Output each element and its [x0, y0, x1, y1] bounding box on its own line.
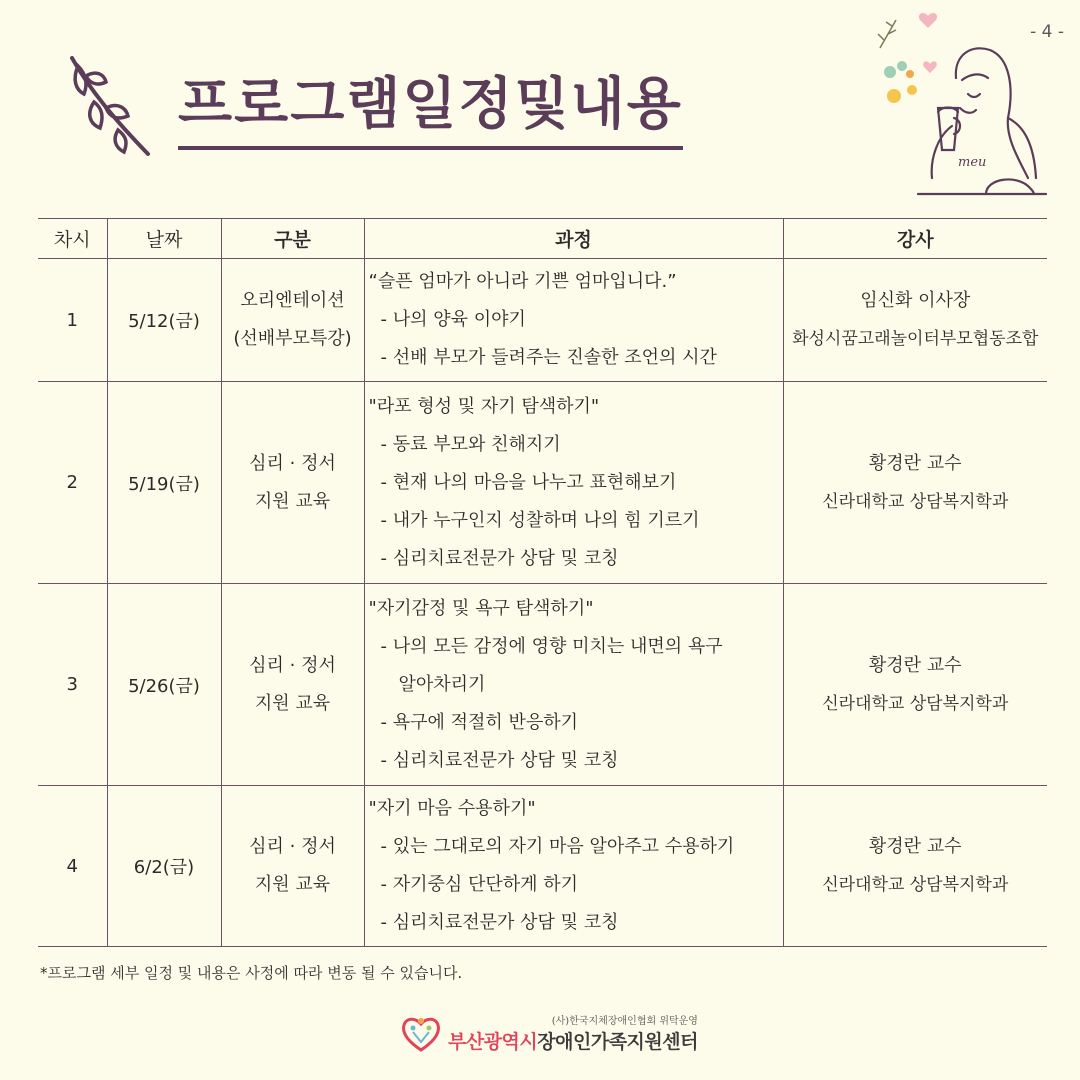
instructor-org: 신라대학교 상담복지학과	[822, 693, 1009, 714]
instructor-name: 황경란 교수	[868, 452, 962, 474]
course-title: "라포 형성 및 자기 탐색하기"	[368, 395, 600, 417]
table-row	[38, 259, 1047, 382]
course-title: “슬픈 엄마가 아니라 기쁜 엄마입니다.”	[368, 271, 677, 292]
category-line: 심리 · 정서	[249, 836, 336, 857]
table-row	[38, 584, 1047, 786]
instructor-name: 임신화 이사장	[860, 290, 971, 311]
footer-logo-block	[400, 1012, 698, 1054]
session-cell: 3	[38, 584, 107, 786]
session-cell: 4	[38, 786, 107, 947]
footer-org-name	[448, 1027, 698, 1054]
family-heart-logo-icon	[400, 1012, 442, 1054]
category-cell	[221, 382, 364, 584]
course-item: - 자기중심 단단하게 하기	[380, 874, 579, 895]
footer-sub-text: (사)한국지체장애인협회 위탁운영	[551, 1016, 698, 1027]
course-item: - 심리치료전문가 상담 및 코칭	[380, 547, 619, 569]
category-line: 지원 교육	[254, 874, 331, 895]
instructor-cell	[783, 584, 1047, 786]
course-item: - 동료 부모와 친해지기	[380, 433, 561, 455]
course-cell	[364, 382, 783, 584]
course-item: - 있는 그대로의 자기 마음 알아주고 수용하기	[380, 836, 735, 857]
schedule-table	[38, 218, 1047, 947]
instructor-org: 화성시꿈고래놀이터부모협동조합	[792, 329, 1039, 349]
course-cell	[364, 259, 783, 382]
instructor-cell	[783, 382, 1047, 584]
category-line: 지원 교육	[254, 692, 331, 714]
date-cell: 5/19(금)	[107, 382, 221, 584]
course-title: "자기 마음 수용하기"	[368, 798, 536, 819]
course-cell	[364, 786, 783, 947]
course-item: - 심리치료전문가 상담 및 코칭	[380, 749, 619, 771]
course-title: "자기감정 및 욕구 탐색하기"	[368, 597, 594, 619]
instructor-cell	[783, 259, 1047, 382]
table-row	[38, 382, 1047, 584]
header-instructor: 강사	[783, 219, 1047, 259]
course-cell	[364, 584, 783, 786]
header-course: 과정	[364, 219, 783, 259]
course-item: - 선배 부모가 들려주는 진솔한 조언의 시간	[380, 347, 717, 368]
date-cell: 5/12(금)	[107, 259, 221, 382]
header-session: 차시	[38, 219, 107, 259]
instructor-org: 신라대학교 상담복지학과	[822, 491, 1009, 512]
session-cell: 1	[38, 259, 107, 382]
date-cell: 5/26(금)	[107, 584, 221, 786]
header-date: 날짜	[107, 219, 221, 259]
category-line: 심리 · 정서	[249, 452, 336, 474]
page-title: 프로그램일정및내용	[178, 60, 683, 150]
course-item: - 심리치료전문가 상담 및 코칭	[380, 912, 619, 933]
cup-text: meu	[958, 155, 987, 170]
instructor-name: 황경란 교수	[868, 836, 962, 857]
course-item: - 나의 모든 감정에 영향 미치는 내면의 욕구	[380, 635, 723, 657]
category-line: 오리엔테이션	[240, 290, 345, 311]
table-header-row	[38, 219, 1047, 259]
footer-center: 장애인가족지원센터	[537, 1031, 698, 1053]
instructor-org: 신라대학교 상담복지학과	[822, 875, 1009, 895]
course-item: - 욕구에 적절히 반응하기	[380, 711, 579, 733]
header-category: 구분	[221, 219, 364, 259]
category-line: 지원 교육	[254, 490, 331, 512]
session-cell: 2	[38, 382, 107, 584]
date-cell: 6/2(금)	[107, 786, 221, 947]
category-cell	[221, 259, 364, 382]
course-item: 알아차리기	[398, 673, 486, 695]
footnote: *프로그램 세부 일정 및 내용은 사정에 따라 변동 될 수 있습니다.	[40, 964, 463, 982]
category-cell	[221, 584, 364, 786]
category-cell	[221, 786, 364, 947]
course-item: - 현재 나의 마음을 나누고 표현해보기	[380, 471, 677, 493]
instructor-name: 황경란 교수	[868, 654, 962, 676]
page-number: - 4 -	[1030, 22, 1064, 42]
category-line: (선배부모특강)	[233, 328, 352, 349]
woman-drinking-coffee-illustration	[858, 8, 1048, 208]
category-line: 심리 · 정서	[249, 654, 336, 676]
course-item: - 내가 누구인지 성찰하며 나의 힘 기르기	[380, 509, 700, 531]
footer-city: 부산광역시	[448, 1031, 538, 1053]
course-item: - 나의 양육 이야기	[380, 309, 526, 330]
table-row	[38, 786, 1047, 947]
instructor-cell	[783, 786, 1047, 947]
leaf-branch-icon	[60, 50, 156, 160]
title-area	[60, 50, 683, 160]
